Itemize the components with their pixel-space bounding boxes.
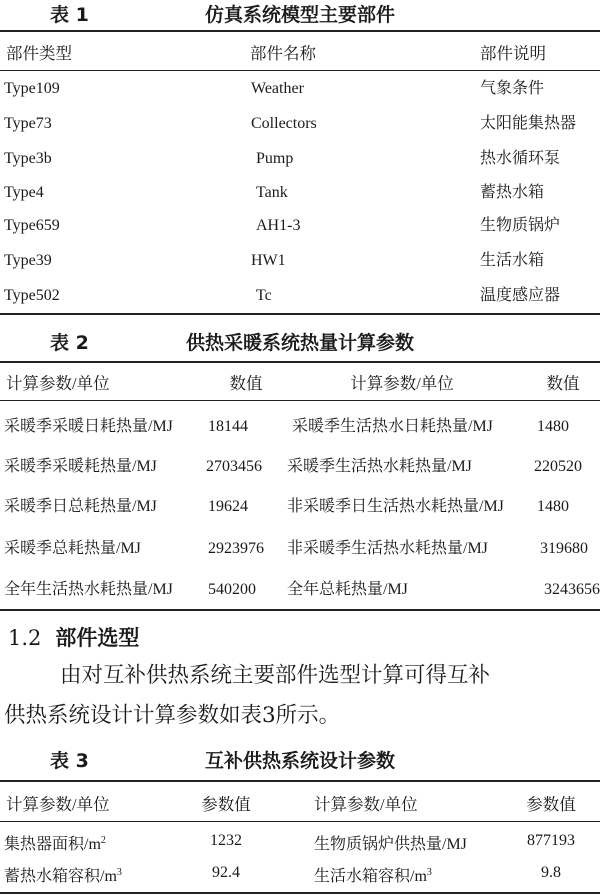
table3-cell-value1: 1232 — [210, 832, 242, 849]
table1-header-rule — [0, 70, 600, 71]
table2-cell-value1: 540200 — [208, 581, 256, 598]
table2-cell-value2: 319680 — [540, 540, 588, 557]
table2-header-rule — [0, 400, 600, 401]
table2-cell-param2: 全年总耗热量/MJ — [287, 581, 408, 598]
table1-cell-desc: 温度感应器 — [480, 287, 561, 304]
table2-cell-value1: 2703456 — [206, 458, 262, 475]
table1-cell-name: Tank — [256, 184, 288, 201]
table1-cell-type: Type3b — [4, 150, 52, 167]
table1-cell-type: Type502 — [4, 287, 60, 304]
table1-cell-desc: 太阳能集热器 — [480, 115, 577, 132]
table1-bottom-rule — [0, 313, 600, 315]
table3-cell-param2: 生活水箱容积$/m^3$ — [314, 867, 432, 885]
table3-header-value1: 参数值 — [201, 795, 251, 814]
table1-header-name: 部件名称 — [250, 44, 316, 63]
table3-cell-param1: 集热器面积$/m^2$ — [4, 835, 106, 853]
table1-top-rule — [0, 30, 600, 32]
table3-top-rule — [0, 780, 600, 782]
table3-header-param2: 计算参数/单位 — [314, 795, 418, 814]
table2-header-param2: 计算参数/单位 — [350, 374, 454, 393]
table2-cell-param2: 非采暖季日生活热水耗热量/MJ — [287, 498, 504, 515]
table1-header-type: 部件类型 — [6, 44, 72, 63]
table3-cell-value2: 9.8 — [541, 864, 561, 881]
table3-header-rule — [0, 821, 600, 822]
table3-header-param1: 计算参数/单位 — [6, 795, 110, 814]
table2-title: 供热采暖系统热量计算参数 — [185, 332, 414, 354]
table2-caption — [0, 328, 600, 358]
table2-cell-param2: 非采暖季生活热水耗热量/MJ — [287, 540, 488, 557]
table1-title: 仿真系统模型主要部件 — [204, 4, 395, 26]
table1-cell-desc: 气象条件 — [480, 80, 545, 97]
table1-cell-type: Type39 — [4, 252, 52, 269]
table2-cell-value2: 3243656 — [544, 581, 600, 598]
table1-cell-name: Tc — [256, 287, 272, 304]
table1-cell-name: Collectors — [251, 115, 317, 132]
table1-cell-name: HW1 — [251, 252, 286, 269]
table2-cell-param1: 采暖季总耗热量/MJ — [4, 540, 141, 557]
table2-header-value1: 数值 — [229, 374, 263, 393]
table2-bottom-rule — [0, 609, 600, 611]
table2-cell-value2: 220520 — [534, 458, 582, 475]
table1-cell-type: Type4 — [4, 184, 44, 201]
section-heading — [8, 621, 139, 655]
table2-cell-value2: 1480 — [537, 498, 569, 515]
table2-header-value2: 数值 — [546, 374, 580, 393]
table3-cell-param2: 生物质锅炉供热量/MJ — [314, 836, 467, 853]
table1-cell-desc: 生物质锅炉 — [480, 217, 561, 234]
table2-cell-param2: 采暖季生活热水日耗热量/MJ — [292, 418, 493, 435]
table1-header-desc: 部件说明 — [480, 44, 546, 63]
table2-cell-value1: 19624 — [208, 498, 248, 515]
section-paragraph-line1: 由对互补供热系统主要部件选型计算可得互补 — [60, 663, 491, 688]
table1-number: 表 1 — [50, 4, 89, 26]
table1-cell-type: Type109 — [4, 80, 60, 97]
table1-cell-desc: 蓄热水箱 — [480, 184, 545, 201]
table2-cell-param1: 采暖季采暖日耗热量/MJ — [4, 418, 173, 435]
table1-cell-type: Type659 — [4, 217, 60, 234]
table1-cell-name: Pump — [256, 150, 294, 167]
table3-caption — [0, 746, 600, 776]
table2-cell-value1: 18144 — [208, 418, 248, 435]
table2-cell-param2: 采暖季生活热水耗热量/MJ — [287, 458, 472, 475]
table3-number: 表 3 — [50, 750, 89, 772]
table1-cell-type: Type73 — [4, 115, 52, 132]
table3-cell-param1: 蓄热水箱容积$/m^3$ — [4, 867, 122, 885]
table2-cell-param1: 采暖季日总耗热量/MJ — [4, 498, 157, 515]
table1-cell-desc: 生活水箱 — [480, 252, 545, 269]
section-title: 部件选型 — [55, 626, 140, 650]
table1-cell-name: Weather — [251, 80, 304, 97]
table2-cell-value1: 2923976 — [208, 540, 264, 557]
section-number: 1.2 — [8, 626, 42, 650]
table3-bottom-rule — [0, 892, 600, 894]
table2-number: 表 2 — [50, 332, 89, 354]
table3-cell-value1: 92.4 — [212, 864, 240, 881]
table2-cell-param1: 全年生活热水耗热量/MJ — [4, 581, 173, 598]
table2-top-rule — [0, 361, 600, 363]
table1-cell-desc: 热水循环泵 — [480, 150, 561, 167]
table1-caption — [0, 0, 600, 30]
table2-header-param1: 计算参数/单位 — [6, 374, 110, 393]
table3-title: 互补供热系统设计参数 — [204, 750, 395, 772]
table1-cell-name: AH1-3 — [256, 217, 301, 234]
table3-header-value2: 参数值 — [526, 795, 576, 814]
table2-cell-value2: 1480 — [537, 418, 569, 435]
table2-cell-param1: 采暖季采暖耗热量/MJ — [4, 458, 157, 475]
section-paragraph-line2: 供热系统设计计算参数如表3所示。 — [4, 703, 341, 728]
table3-cell-value2: 877193 — [527, 832, 575, 849]
